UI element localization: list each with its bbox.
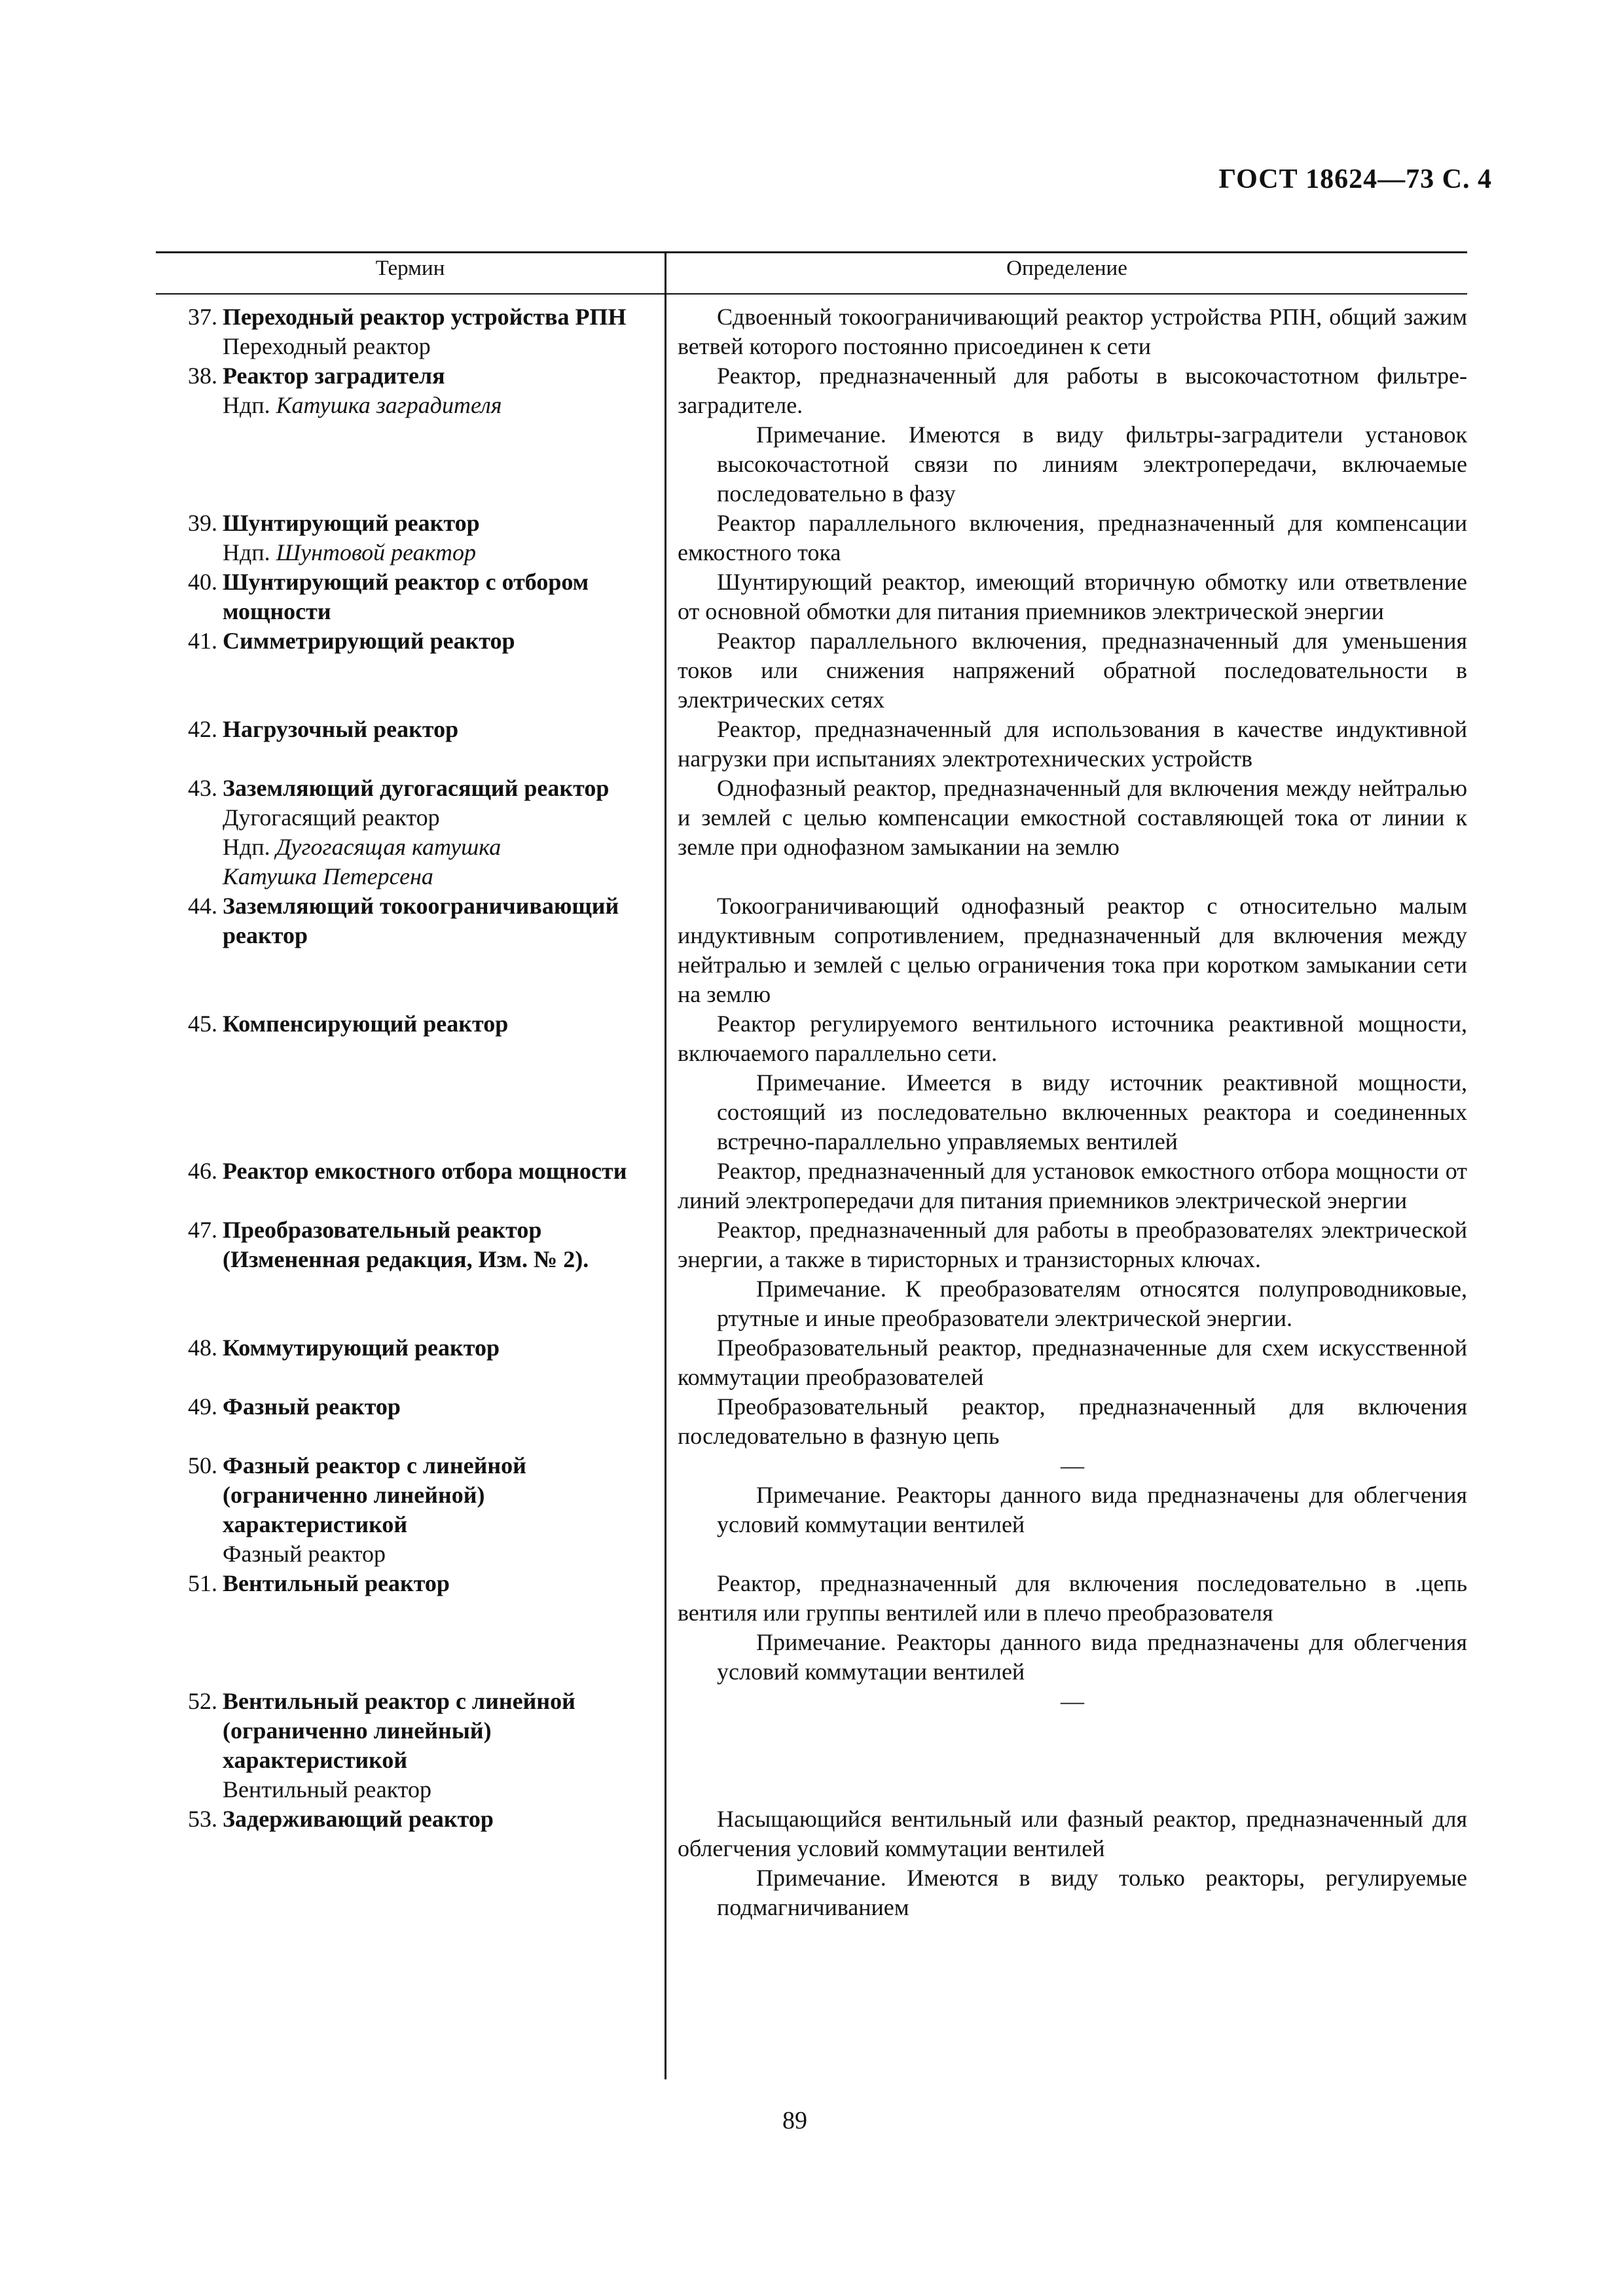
term-prefix: Ндп. — [223, 392, 276, 418]
term-line — [156, 1539, 649, 1569]
table-row — [156, 1687, 1467, 1804]
definition-text: Сдвоенный токоограничивающий реактор устройства РПН, общий зажим ветвей которого постоянно присоединен к сети — [678, 304, 1467, 359]
table-row — [156, 774, 1467, 891]
term-prefix: Ндп. — [223, 834, 276, 860]
definition-note: Примечание. Имеются в виду только реакторы, регулируемые подмагничиванием — [717, 1865, 1467, 1920]
definition-text: Преобразовательный реактор, предназначенные для схем искусственной коммутации преобразователей — [678, 1335, 1467, 1390]
term-number: 38. — [188, 363, 217, 389]
term-name: Коммутирующий реактор — [223, 1335, 500, 1361]
definition-text: Реактор, предназначенный для работы в преобразователях электрической энергии, а также в тиристорных и транзисторных ключах. — [678, 1217, 1467, 1272]
term-number: 43. — [188, 775, 217, 801]
definition-cell — [665, 774, 1467, 891]
definition-text: Реактор параллельного включения, предназначенный для компенсации емкостного тока — [678, 510, 1467, 565]
term-number: 40. — [188, 569, 217, 595]
term-line — [156, 715, 649, 744]
term-cell — [156, 774, 665, 891]
term-number: 47. — [188, 1217, 217, 1243]
definition-text: Однофазный реактор, предназначенный для включения между нейтралью и землей с целью компенсации емкостной составляющей тока от линии к земле при однофазном замыкании на землю — [678, 775, 1467, 860]
term-synonym: Фазный реактор — [223, 1541, 386, 1567]
term-line — [156, 391, 649, 420]
term-name: Нагрузочный реактор — [223, 716, 459, 742]
definition-text: Реактор, предназначенный для использования в качестве индуктивной нагрузки при испытаниях электротехнических устройств — [678, 716, 1467, 772]
definition-text: Реактор, предназначенный для установок емкостного отбора мощности от линий электропередачи для питания приемников электрической энергии — [678, 1158, 1467, 1213]
term-name: Вентильный реактор — [223, 1570, 450, 1596]
term-line — [156, 361, 649, 391]
table-row — [156, 1157, 1467, 1215]
term-cell — [156, 1215, 665, 1333]
term-number: 42. — [188, 716, 217, 742]
column-header-term: Термин — [375, 257, 445, 280]
term-cell — [156, 509, 665, 567]
term-line — [156, 1157, 649, 1186]
page-number: 89 — [782, 2107, 807, 2134]
definition-cell — [665, 715, 1467, 774]
term-line — [156, 1009, 649, 1039]
table-row — [156, 1333, 1467, 1392]
definition-text: Токоограничивающий однофазный реактор с относительно малым индуктивным сопротивлением, предназначенный для включения между нейтралью и землей с целью ограничения тока при коротком замыкании сети на землю — [678, 893, 1467, 1007]
term-line — [156, 626, 649, 656]
definition-cell — [665, 302, 1467, 361]
term-cell — [156, 1687, 665, 1804]
term-line — [156, 891, 649, 950]
term-name: Переходный реактор устройства РПН — [223, 304, 627, 330]
definition-cell — [665, 1687, 1467, 1804]
definition-cell — [665, 567, 1467, 626]
definition-text: Насыщающийся вентильный или фазный реактор, предназначенный для облегчения условий коммутации вентилей — [678, 1806, 1467, 1861]
definition-text: Реактор, предназначенный для включения последовательно в .цепь вентиля или группы вентилей или в плечо преобразователя — [678, 1570, 1467, 1626]
table-row — [156, 1451, 1467, 1569]
definition-cell — [665, 1569, 1467, 1687]
term-cell — [156, 361, 665, 509]
definition-cell — [665, 509, 1467, 567]
term-synonym: Вентильный реактор — [223, 1776, 432, 1803]
term-cell — [156, 567, 665, 626]
term-number: 52. — [188, 1688, 217, 1714]
definition-text: Преобразовательный реактор, предназначенный для включения последовательно в фазную цепь — [678, 1393, 1467, 1449]
term-cell — [156, 1804, 665, 1922]
table-header-rule — [156, 293, 1467, 295]
table-row — [156, 1569, 1467, 1687]
term-name: Шунтирующий реактор с отбором мощности — [223, 569, 589, 624]
term-cell — [156, 715, 665, 774]
term-line — [156, 803, 649, 833]
definition-text: — — [1061, 1688, 1084, 1714]
term-name: Шунтирующий реактор — [223, 510, 480, 536]
term-cell — [156, 1569, 665, 1687]
table-row — [156, 626, 1467, 715]
definition-text: Реактор параллельного включения, предназначенный для уменьшения токов или снижения напряжений обратной последовательности в электрических сетях — [678, 628, 1467, 713]
term-name: Компенсирующий реактор — [223, 1011, 509, 1037]
terms-table — [156, 302, 1467, 1922]
term-line — [156, 302, 649, 332]
definition-text: Реактор, предназначенный для работы в высокочастотном фильтре-заградителе. — [678, 363, 1467, 418]
term-name: Заземляющий дугогасящий реактор — [223, 775, 610, 801]
term-number: 48. — [188, 1335, 217, 1361]
table-row — [156, 715, 1467, 774]
definition-cell — [665, 1009, 1467, 1157]
term-number: 50. — [188, 1452, 217, 1479]
table-row — [156, 302, 1467, 361]
term-line — [156, 567, 649, 626]
definition-text: — — [1061, 1452, 1084, 1479]
term-cell — [156, 891, 665, 1009]
definition-cell — [665, 1392, 1467, 1451]
term-synonym: Дугогасящий реактор — [223, 804, 440, 831]
definition-cell — [665, 1804, 1467, 1922]
term-line — [156, 774, 649, 803]
table-row — [156, 567, 1467, 626]
page-header: ГОСТ 18624—73 С. 4 — [1218, 164, 1492, 194]
term-line — [156, 1451, 649, 1539]
term-number: 53. — [188, 1806, 217, 1832]
term-line — [156, 509, 649, 538]
table-row — [156, 891, 1467, 1009]
term-name: Задерживающий реактор — [223, 1806, 494, 1832]
definition-note: Примечание. Имеется в виду источник реактивной мощности, состоящий из последовательно включенных реактора и соединенных встречно-параллельно управляемых вентилей — [717, 1069, 1467, 1155]
term-cell — [156, 1333, 665, 1392]
term-number: 41. — [188, 628, 217, 654]
term-synonym: Дугогасящая катушка — [276, 834, 501, 860]
table-top-rule — [156, 251, 1467, 253]
definition-text: Шунтирующий реактор, имеющий вторичную обмотку или ответвление от основной обмотки для питания приемников электрической энергии — [678, 569, 1467, 624]
term-cell — [156, 302, 665, 361]
table-row — [156, 1804, 1467, 1922]
term-line — [156, 1245, 649, 1274]
term-line — [156, 332, 649, 361]
definition-cell — [665, 626, 1467, 715]
term-name: Вентильный реактор с линейной (ограниченно линейный) характеристикой — [223, 1688, 575, 1773]
term-number: 44. — [188, 893, 217, 919]
term-prefix: Ндп. — [223, 539, 276, 565]
term-line — [156, 862, 649, 891]
term-synonym: Шунтовой реактор — [276, 539, 476, 565]
term-line — [156, 1804, 649, 1834]
definition-cell — [665, 1215, 1467, 1333]
term-cell — [156, 1009, 665, 1157]
term-name: Фазный реактор — [223, 1393, 401, 1420]
term-name: Реактор емкостного отбора мощности — [223, 1158, 627, 1184]
term-number: 49. — [188, 1393, 217, 1420]
definition-cell — [665, 1333, 1467, 1392]
definition-note: Примечание. Реакторы данного вида предназначены для облегчения условий коммутации вентилей — [717, 1629, 1467, 1685]
term-line — [156, 833, 649, 862]
term-number: 46. — [188, 1158, 217, 1184]
term-name: Симметрирующий реактор — [223, 628, 515, 654]
term-line — [156, 1333, 649, 1363]
definition-note: Примечание. К преобразователям относятся полупроводниковые, ртутные и иные преобразователи электрической энергии. — [717, 1276, 1467, 1331]
term-cell — [156, 1451, 665, 1569]
term-name: Фазный реактор с линейной (ограниченно линейной) характеристикой — [223, 1452, 526, 1537]
term-cell — [156, 626, 665, 715]
term-line — [156, 1215, 649, 1245]
term-name: Преобразовательный реактор — [223, 1217, 542, 1243]
term-name: (Измененная редакция, Изм. № 2). — [223, 1246, 589, 1272]
term-name: Реактор заградителя — [223, 363, 445, 389]
term-synonym: Переходный реактор — [223, 333, 431, 359]
table-row — [156, 1392, 1467, 1451]
term-line — [156, 1775, 649, 1804]
term-cell — [156, 1157, 665, 1215]
definition-cell — [665, 1451, 1467, 1569]
term-number: 39. — [188, 510, 217, 536]
term-number: 45. — [188, 1011, 217, 1037]
table-row — [156, 1009, 1467, 1157]
definition-note: Примечание. Имеются в виду фильтры-заградители установок высокочастотной связи по линиям электропередачи, включаемые последовательно в фазу — [717, 422, 1467, 507]
term-line — [156, 1569, 649, 1598]
term-cell — [156, 1392, 665, 1451]
table-row — [156, 361, 1467, 509]
column-header-definition: Определение — [1006, 257, 1127, 280]
term-synonym: Катушка Петерсена — [223, 863, 433, 889]
term-name: Заземляющий токоограничивающий реактор — [223, 893, 619, 948]
term-number: 51. — [188, 1570, 217, 1596]
definition-cell — [665, 891, 1467, 1009]
definition-cell — [665, 361, 1467, 509]
term-line — [156, 1392, 649, 1422]
table-row — [156, 509, 1467, 567]
term-line — [156, 538, 649, 567]
term-number: 37. — [188, 304, 217, 330]
term-line — [156, 1687, 649, 1775]
definition-text: Реактор регулируемого вентильного источника реактивной мощности, включаемого параллельно сети. — [678, 1011, 1467, 1066]
definition-cell — [665, 1157, 1467, 1215]
term-synonym: Катушка заградителя — [276, 392, 502, 418]
definition-note: Примечание. Реакторы данного вида предназначены для облегчения условий коммутации вентилей — [717, 1482, 1467, 1537]
table-row — [156, 1215, 1467, 1333]
